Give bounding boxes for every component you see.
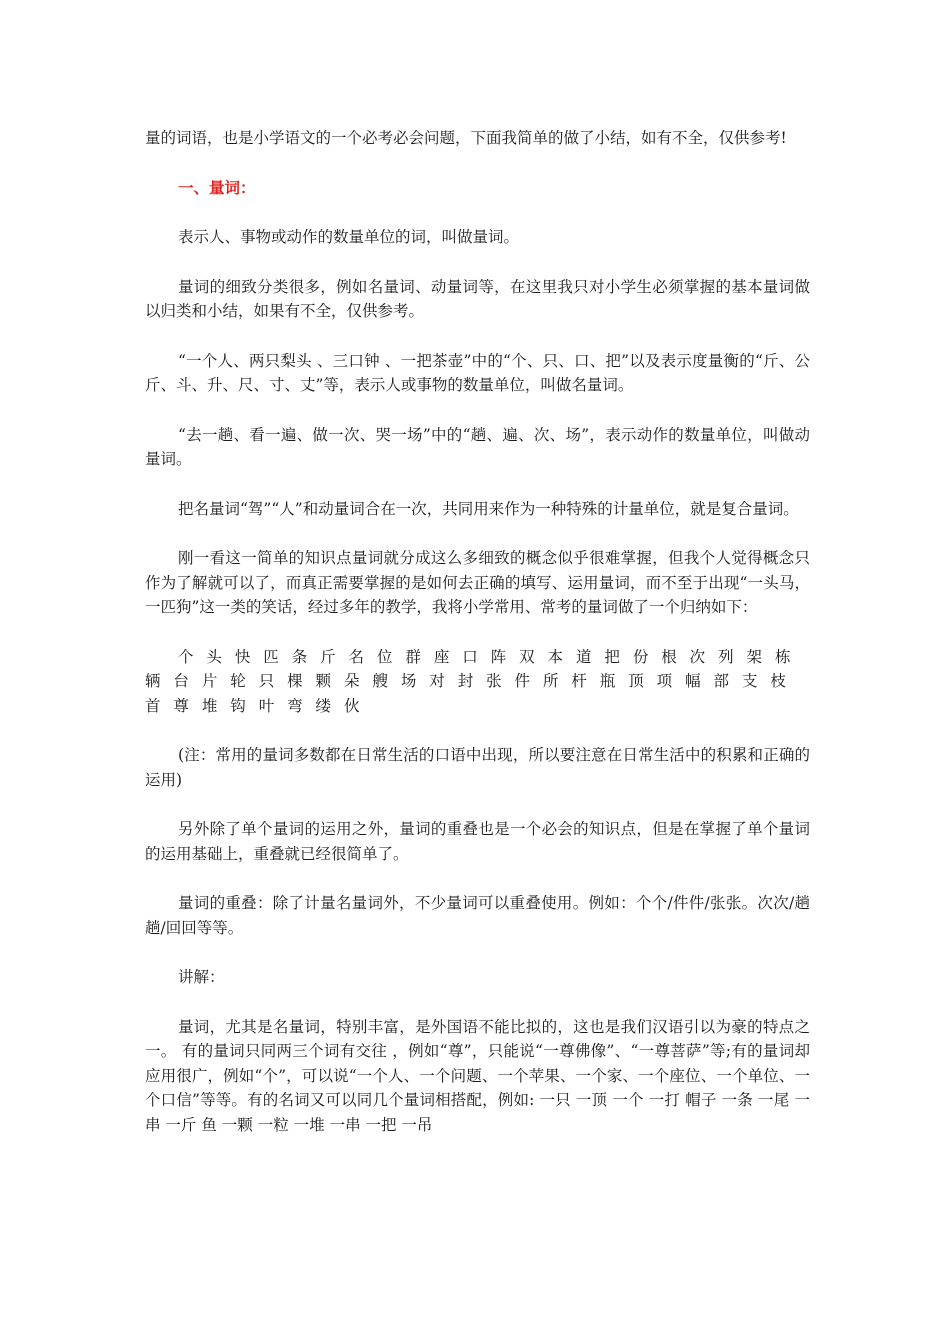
section-heading: 一、量词：	[178, 177, 256, 197]
classifier-word-list: 个 头 快 匹 条 斤 名 位 群 座 口 阵 双 本 道 把 份 根 次 列 架 栋 辆 台 片 轮 只 棵 颗 朵 艘 场 对 封 张 件 所 杆 瓶 顶 项 幅 部 支 枝 首 尊 堆 钩 叶 弯 缕 伙	[145, 647, 792, 715]
intro-paragraph: 量的词语，也是小学语文的一个必考必会问题，下面我简单的做了小结，如有不全，仅供参考!	[145, 129, 787, 147]
classification-paragraph: 量词的细致分类很多，例如名量词、动量词等，在这里我只对小学生必须掌握的基本量词做以归类和小结，如果有不全，仅供参考。	[145, 277, 810, 320]
reduplication-paragraph: 量词的重叠：除了计量名量词外，不少量词可以重叠使用。例如：个个/件件/张张。次次/趟趟/回回等等。	[145, 894, 810, 937]
definition-paragraph: 表示人、事物或动作的数量单位的词，叫做量词。	[178, 228, 520, 246]
reduplication-intro-paragraph: 另外除了单个量词的运用之外，量词的重叠也是一个必会的知识点，但是在掌握了单个量词的运用基础上，重叠就已经很简单了。	[145, 820, 810, 863]
compound-classifier-paragraph: 把名量词“驾”“人”和动量词合在一次，共同用来作为一种特殊的计量单位，就是复合量词。	[178, 499, 799, 518]
summary-paragraph: 刚一看这一简单的知识点量词就分成这么多细致的概念似乎很难掌握，但我个人觉得概念只作为了解就可以了，而真正需要掌握的是如何去正确的填写、运用量词，而不至于出现“一头马，一匹狗”这一类的笑话，经过多年的教学，我将小学常用、常考的量词做了一个归纳如下：	[145, 549, 810, 616]
note-paragraph: (注：常用的量词多数都在日常生活的口语中出现，所以要注意在日常生活中的积累和正确的运用)	[145, 746, 810, 789]
document-body	[145, 126, 810, 1137]
explanation-paragraph: 量词，尤其是名量词，特别丰富，是外国语不能比拟的，这也是我们汉语引以为豪的特点之一。 有的量词只同两三个词有交往 ，例如“尊”，只能说“一尊佛像”、“一尊菩萨”等;有的量词却应用很广，例如“个”，可以说“一个人、一个问题、一个苹果、一个家、一个座位、一个单位、一个口信”等等。有的名词又可以同几个量词相搭配，例如: 一只 一顶 一个 一打 帽子 一条 一尾 一串 一斤 鱼 一颗 一粒 一堆 一串 一把 一吊	[145, 1017, 810, 1134]
verb-classifier-paragraph: “去一趟、看一遍、做一次、哭一场”中的“趟、遍、次、场”，表示动作的数量单位，叫做动量词。	[145, 425, 810, 468]
explain-label: 讲解：	[178, 968, 225, 986]
noun-classifier-paragraph: “一个人、两只梨头 、三口钟 、一把茶壶”中的“个、只、口、把”以及表示度量衡的“斤、公斤、斗、升、尺、寸、丈”等，表示人或事物的数量单位，叫做名量词。	[145, 351, 810, 394]
